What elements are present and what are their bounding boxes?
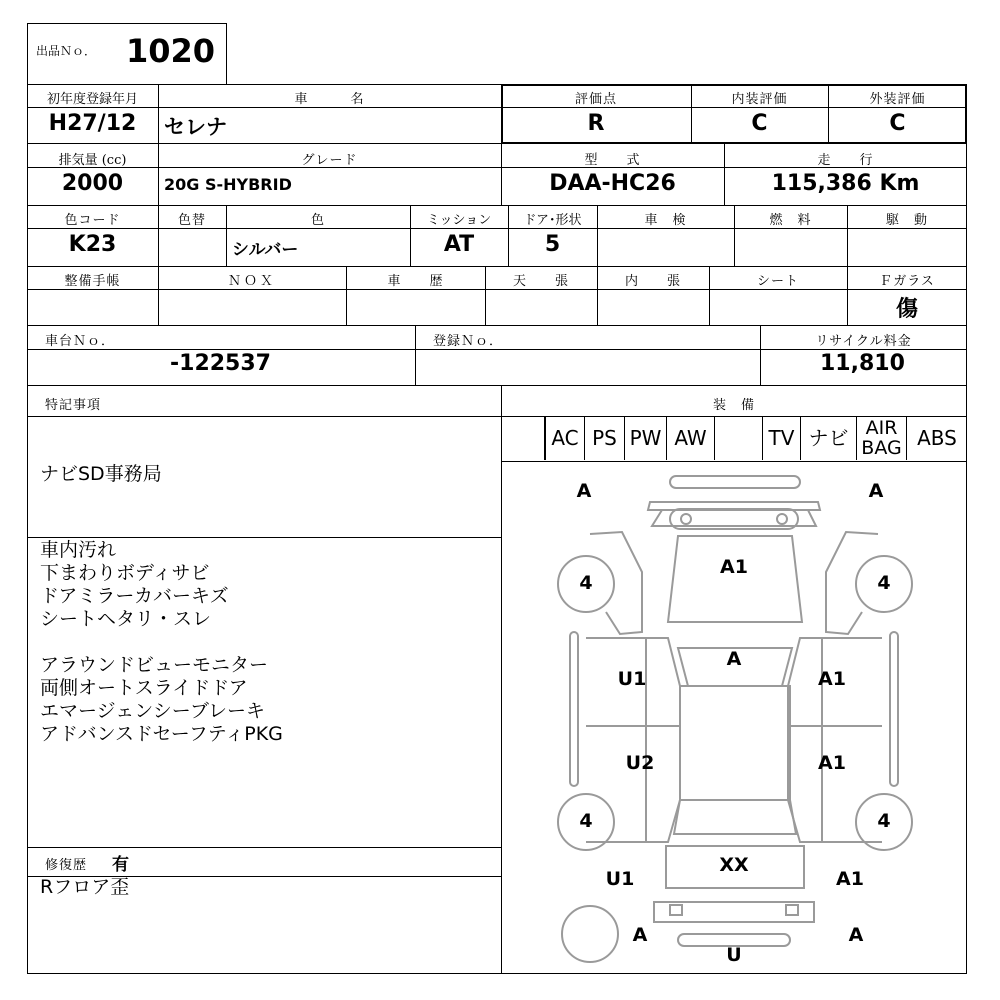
row5-label-divider xyxy=(27,349,967,350)
remarks-first-note: ナビSD事務局 xyxy=(40,463,162,485)
interior-value: C xyxy=(751,111,768,136)
maintenance-label: 整備手帳 xyxy=(64,274,121,289)
remarks-divider xyxy=(27,537,502,538)
remarks-note: シートヘタリ・スレ xyxy=(40,608,212,630)
grade-right-rear-door: A1 xyxy=(818,752,846,774)
displacement-label: 排気量 (cc) xyxy=(58,153,127,168)
equipment-item xyxy=(715,416,763,460)
exterior-value: C xyxy=(889,111,906,136)
equipment-item: ABS xyxy=(917,426,957,450)
mileage-value: 115,386 Km xyxy=(771,171,920,196)
equipment-item xyxy=(529,416,545,460)
remarks-note: 下まわりボディサビ xyxy=(40,562,210,584)
grade-rear-left-tire: 4 xyxy=(579,810,593,832)
displacement-value: 2000 xyxy=(61,171,124,196)
glass-label: Ｆガラス xyxy=(879,274,935,289)
equipment-item: PS xyxy=(585,416,625,460)
grade-front-right-tire: 4 xyxy=(877,572,891,594)
car-name-value: セレナ xyxy=(164,115,227,139)
repaint-label: 色替 xyxy=(177,213,206,228)
remarks-note: 車内汚れ xyxy=(40,539,117,561)
mileage-label: 走 行 xyxy=(817,153,874,168)
inner-label: 内 張 xyxy=(624,274,681,289)
registration-no-label: 登録Ｎｏ． xyxy=(433,334,504,349)
grade-label: グレード xyxy=(301,153,358,168)
grade-rear-bumper: U xyxy=(726,944,742,966)
fuel-label: 燃 料 xyxy=(769,213,812,228)
exterior-label: 外装評価 xyxy=(869,92,926,107)
row4-bottom xyxy=(27,325,967,326)
car-name-label: 車 名 xyxy=(294,92,365,107)
grade-left-quarter: U1 xyxy=(605,868,635,890)
registration-date-value: H27/12 xyxy=(48,111,137,136)
remarks-note: アラウンドビューモニター xyxy=(40,654,269,676)
row5-v1 xyxy=(415,325,416,385)
equipment-item: PW xyxy=(625,416,667,460)
equipment-label: 装 備 xyxy=(712,398,755,413)
repair-value: 有 xyxy=(112,855,129,875)
repair-label: 修復歴 xyxy=(45,858,88,873)
equipment-item: AW xyxy=(667,416,715,460)
door-value: 5 xyxy=(544,232,561,257)
interior-label: 内装評価 xyxy=(731,92,788,107)
remarks-note: 両側オートスライドドア xyxy=(40,677,248,699)
grade-rear-panel: XX xyxy=(719,854,749,876)
chassis-label: 車台Ｎｏ． xyxy=(45,334,116,349)
row3-label-divider xyxy=(27,228,967,229)
remarks-note: エマージェンシーブレーキ xyxy=(40,700,266,722)
door-label: ドア･形状 xyxy=(523,213,582,228)
diagram-grades xyxy=(502,462,966,973)
remarks-note: ドアミラーカバーキズ xyxy=(40,585,229,607)
grade-rear-left-corner: A xyxy=(632,924,648,946)
row3-bottom xyxy=(27,266,967,267)
grade-left-rear-door: U2 xyxy=(625,752,655,774)
row1-label-divider xyxy=(27,107,502,108)
remarks-label-divider xyxy=(27,416,502,417)
glass-value: 傷 xyxy=(895,297,918,322)
mission-value: AT xyxy=(443,232,475,257)
model-label: 型 式 xyxy=(584,153,641,168)
grade-left-front-door: U1 xyxy=(617,668,647,690)
grade-front-right-corner: A xyxy=(868,480,884,502)
nox-label: ＮＯＸ xyxy=(227,274,276,289)
equipment-item: AC xyxy=(545,416,585,460)
seat-label: シート xyxy=(756,274,799,289)
ceiling-label: 天 張 xyxy=(512,274,569,289)
score-value: R xyxy=(587,111,605,136)
color-label: 色 xyxy=(310,213,325,228)
equipment-row xyxy=(501,416,967,462)
equipment-item: TV xyxy=(763,416,801,460)
recycle-value: 11,810 xyxy=(820,351,905,376)
mission-label: ミッション xyxy=(426,213,492,228)
registration-date-label: 初年度登録年月 xyxy=(46,92,138,107)
color-code-value: K23 xyxy=(68,232,117,257)
row5-bottom xyxy=(27,385,967,386)
grade-front-left-tire: 4 xyxy=(579,572,593,594)
row2-bottom xyxy=(27,205,967,206)
history-label: 車 歴 xyxy=(387,274,444,289)
score-label-divider xyxy=(501,107,967,108)
remarks-label: 特記事項 xyxy=(45,398,102,413)
equipment-item: ナビ xyxy=(801,416,857,460)
inspection-label: 車 検 xyxy=(644,213,687,228)
grade-right-front-door: A1 xyxy=(818,668,846,690)
grade-front-left-corner: A xyxy=(576,480,592,502)
grade-roof: A xyxy=(726,648,742,670)
grade-value: 20G S-HYBRID xyxy=(164,175,292,194)
repair-note: Rフロア歪 xyxy=(40,876,130,898)
equipment-item: AIR BAG xyxy=(857,416,907,460)
color-code-label: 色コード xyxy=(64,213,121,228)
grade-right-quarter: A1 xyxy=(836,868,864,890)
recycle-label: リサイクル料金 xyxy=(815,334,912,349)
chassis-value: -122537 xyxy=(170,351,271,376)
score-label: 評価点 xyxy=(574,92,617,107)
lot-number-label: 出品Ｎｏ． xyxy=(36,44,97,58)
row4-label-divider xyxy=(27,289,967,290)
drive-label: 駆 動 xyxy=(885,213,928,228)
color-value: シルバー xyxy=(232,240,299,260)
grade-rear-right-corner: A xyxy=(848,924,864,946)
grade-rear-right-tire: 4 xyxy=(877,810,891,832)
model-value: DAA-HC26 xyxy=(549,171,676,196)
grade-bonnet: A1 xyxy=(720,556,748,578)
lot-number-value: 1020 xyxy=(126,32,216,70)
remarks-note: アドバンスドセーフティPKG xyxy=(40,723,283,745)
repair-top-divider xyxy=(27,847,502,848)
